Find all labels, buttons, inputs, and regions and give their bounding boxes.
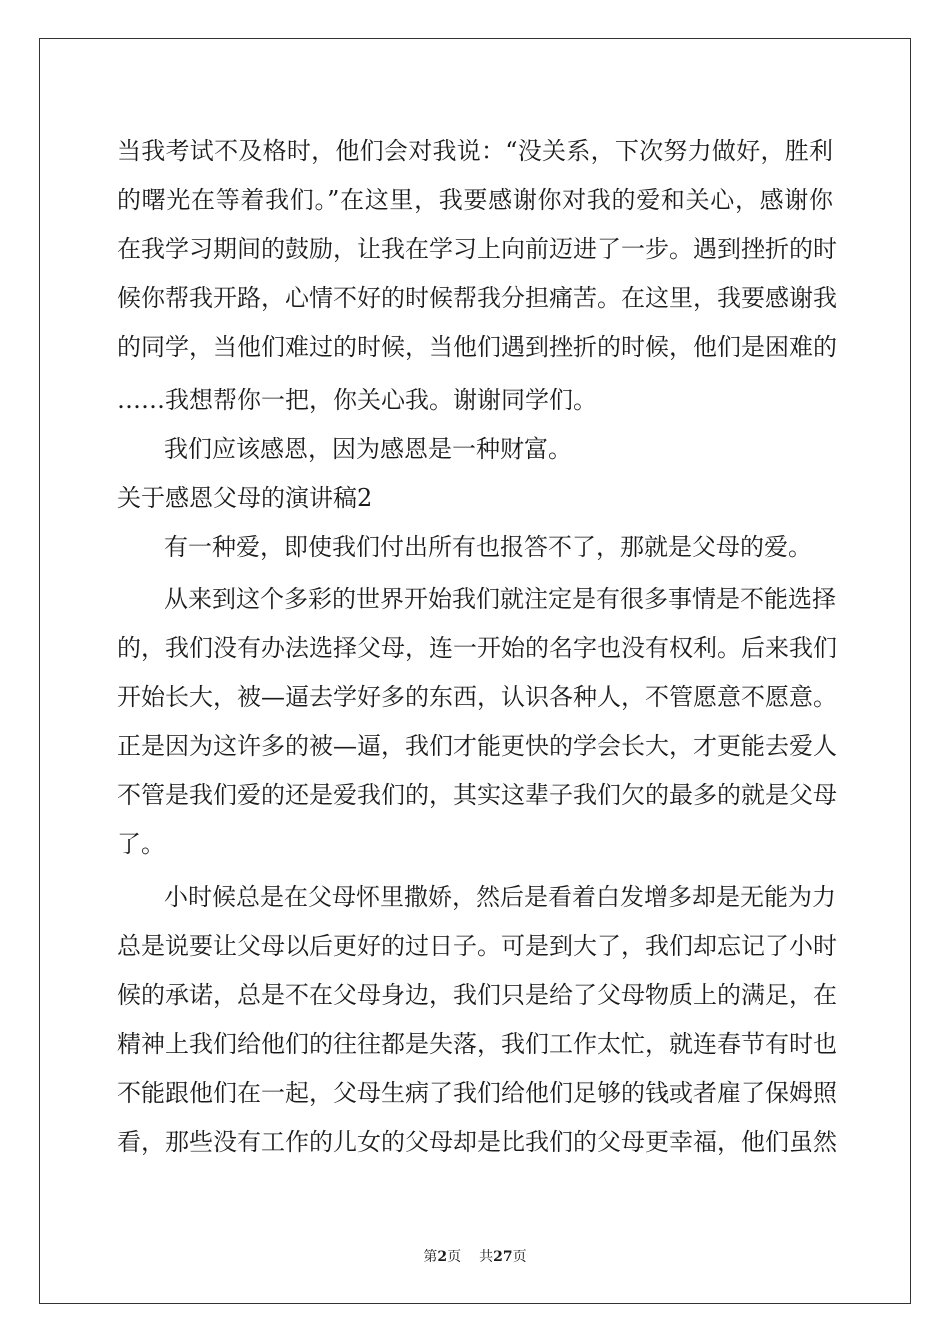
text-line: 的同学，当他们难过的时候，当他们遇到挫折的时候，他们是困难的 bbox=[117, 333, 837, 361]
text-line: 候的承诺，总是不在父母身边，我们只是给了父母物质上的满足，在 bbox=[117, 981, 837, 1009]
total-pages: 27 bbox=[493, 1249, 513, 1265]
total-prefix: 共 bbox=[479, 1249, 494, 1265]
text-line: 从来到这个多彩的世界开始我们就注定是有很多事情是不能选择 bbox=[164, 585, 836, 613]
page-footer bbox=[0, 1248, 950, 1266]
text-line: 有一种爱，即使我们付出所有也报答不了，那就是父母的爱。 bbox=[164, 533, 812, 561]
page-prefix: 第 bbox=[423, 1249, 438, 1265]
text-line: 当我考试不及格时，他们会对我说：“没关系，下次努力做好，胜利 bbox=[117, 137, 833, 165]
text-line: 看，那些没有工作的儿女的父母却是比我们的父母更幸福，他们虽然 bbox=[117, 1128, 837, 1156]
text-line: 正是因为这许多的被—逼，我们才能更快的学会长大，才更能去爱人 bbox=[117, 732, 837, 760]
total-suffix: 页 bbox=[512, 1249, 527, 1265]
text-line: ……我想帮你一把，你关心我。谢谢同学们。 bbox=[117, 386, 597, 414]
page-suffix: 页 bbox=[447, 1249, 462, 1265]
text-line: 不管是我们爱的还是爱我们的，其实这辈子我们欠的最多的就是父母 bbox=[117, 781, 837, 809]
text-line: 的，我们没有办法选择父母，连一开始的名字也没有权利。后来我们 bbox=[117, 634, 837, 662]
page-border bbox=[39, 38, 911, 1304]
text-line: 我们应该感恩，因为感恩是一种财富。 bbox=[164, 435, 572, 463]
text-line: 小时候总是在父母怀里撒娇，然后是看着白发增多却是无能为力 bbox=[164, 883, 836, 911]
text-line: 在我学习期间的鼓励，让我在学习上向前迈进了一步。遇到挫折的时 bbox=[117, 235, 837, 263]
text-line: 开始长大，被—逼去学好多的东西，认识各种人，不管愿意不愿意。 bbox=[117, 683, 837, 711]
text-line: 精神上我们给他们的往往都是失落，我们工作太忙，就连春节有时也 bbox=[117, 1030, 837, 1058]
text-line: 总是说要让父母以后更好的过日子。可是到大了，我们却忘记了小时 bbox=[117, 932, 837, 960]
text-line: 不能跟他们在一起，父母生病了我们给他们足够的钱或者雇了保姆照 bbox=[117, 1079, 837, 1107]
page-number: 2 bbox=[437, 1249, 448, 1265]
text-line: 了。 bbox=[117, 830, 165, 858]
section-heading: 关于感恩父母的演讲稿2 bbox=[117, 484, 373, 512]
text-line: 候你帮我开路，心情不好的时候帮我分担痛苦。在这里，我要感谢我 bbox=[117, 284, 837, 312]
text-line: 的曙光在等着我们。”在这里，我要感谢你对我的爱和关心，感谢你 bbox=[117, 186, 833, 214]
